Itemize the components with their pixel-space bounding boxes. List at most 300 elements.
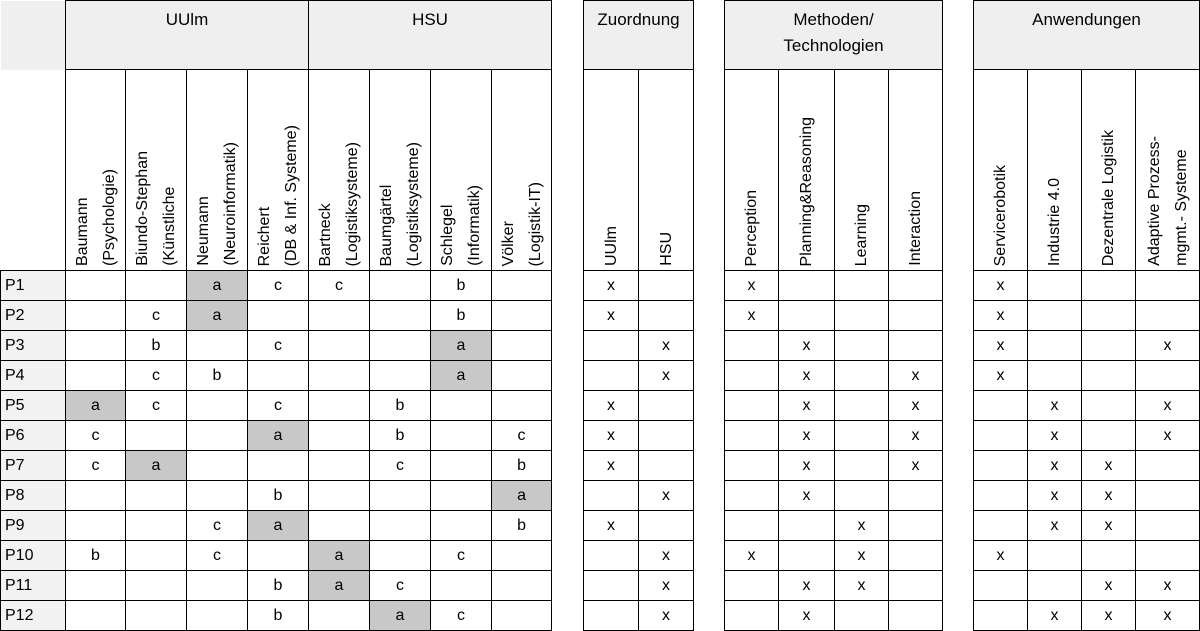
- table-row: [584, 601, 694, 631]
- methoden-cell: [889, 301, 943, 331]
- table-row: [584, 421, 694, 451]
- table-row: [1, 331, 552, 361]
- zuordnung-cell: x: [639, 541, 694, 571]
- persons-cell: c: [370, 451, 431, 481]
- persons-cell: [187, 571, 248, 601]
- persons-cell: [248, 451, 309, 481]
- persons-cell: b: [431, 301, 492, 331]
- anwendungen-cell: x: [974, 541, 1028, 571]
- table-row: [725, 511, 943, 541]
- methoden-cell: [725, 601, 779, 631]
- persons-cell: c: [248, 391, 309, 421]
- zuordnung-cell: [639, 301, 694, 331]
- group-header-methoden: Methoden/ Technologien: [725, 1, 943, 70]
- persons-cell: a: [248, 421, 309, 451]
- methoden-cell: [889, 511, 943, 541]
- methoden-cell: [779, 271, 835, 301]
- methoden-col-label: Perception: [743, 189, 760, 266]
- anwendungen-cell: x: [1082, 481, 1136, 511]
- persons-cell: [309, 391, 370, 421]
- methoden-cell: x: [779, 451, 835, 481]
- anwendungen-cell: x: [1028, 451, 1082, 481]
- row-label: P6: [1, 421, 66, 451]
- table-row: [974, 361, 1200, 391]
- zuordnung-cell: [584, 331, 639, 361]
- anwendungen-cell: [1136, 361, 1200, 391]
- zuordnung-cell: x: [639, 481, 694, 511]
- methoden-cell: [725, 571, 779, 601]
- methoden-cell: x: [889, 361, 943, 391]
- persons-cell: a: [248, 511, 309, 541]
- methoden-cell: x: [779, 421, 835, 451]
- persons-cell: [126, 481, 187, 511]
- persons-cell: [370, 301, 431, 331]
- row-label: P8: [1, 481, 66, 511]
- zuordnung-cell: [584, 481, 639, 511]
- table-row: [725, 301, 943, 331]
- row-label: P11: [1, 571, 66, 601]
- methoden-cell: [835, 481, 889, 511]
- persons-cell: c: [370, 571, 431, 601]
- row-label: P1: [1, 271, 66, 301]
- methoden-cell: [779, 541, 835, 571]
- table-row: [584, 571, 694, 601]
- person-col-label: Biundo-Stephan (Künstliche: [134, 151, 178, 266]
- methoden-cell: [835, 601, 889, 631]
- methoden-cell: x: [889, 391, 943, 421]
- zuordnung-col-header: [584, 70, 639, 271]
- table-row: [725, 421, 943, 451]
- anwendungen-col-label: Adaptive Prozess- mgmt.- Systeme: [1145, 136, 1190, 266]
- zuordnung-cell: x: [639, 601, 694, 631]
- persons-cell: b: [248, 601, 309, 631]
- table-row: [1, 361, 552, 391]
- zuordnung-cell: x: [584, 391, 639, 421]
- persons-cell: [66, 571, 126, 601]
- persons-cell: c: [126, 361, 187, 391]
- zuordnung-cell: x: [584, 301, 639, 331]
- row-label: P5: [1, 391, 66, 421]
- anwendungen-matrix: [973, 0, 1200, 631]
- zuordnung-cell: [639, 421, 694, 451]
- person-col-label: Reichert (DB & Inf. Systeme): [256, 124, 300, 266]
- anwendungen-cell: [1082, 301, 1136, 331]
- methoden-cell: [835, 301, 889, 331]
- persons-cell: [66, 511, 126, 541]
- anwendungen-cell: [974, 451, 1028, 481]
- anwendungen-cell: x: [1136, 571, 1200, 601]
- anwendungen-cell: [974, 391, 1028, 421]
- group-header-hsu: HSU: [309, 1, 552, 70]
- methoden-cell: [889, 271, 943, 301]
- row-label: P7: [1, 451, 66, 481]
- table-row: [1, 271, 552, 301]
- persons-cell: b: [431, 271, 492, 301]
- person-col-header: [66, 70, 126, 271]
- persons-cell: [492, 571, 552, 601]
- zuordnung-cell: x: [639, 571, 694, 601]
- persons-cell: [126, 601, 187, 631]
- methoden-col-label: Interaction: [907, 191, 924, 266]
- person-matrix: [0, 0, 552, 631]
- zuordnung-cell: x: [584, 271, 639, 301]
- anwendungen-cell: [974, 421, 1028, 451]
- zuordnung-matrix: [583, 0, 694, 631]
- persons-cell: [187, 451, 248, 481]
- methoden-cell: x: [779, 361, 835, 391]
- anwendungen-cell: [1136, 541, 1200, 571]
- anwendungen-col-header: [1136, 70, 1200, 271]
- persons-cell: b: [187, 361, 248, 391]
- person-col-label: Neumann (Neuroinformatik): [195, 142, 239, 266]
- anwendungen-cell: x: [974, 271, 1028, 301]
- persons-cell: [370, 331, 431, 361]
- anwendungen-cell: x: [1136, 421, 1200, 451]
- anwendungen-col-label: Dezentrale Logistik: [1100, 129, 1117, 266]
- anwendungen-cell: [1028, 331, 1082, 361]
- persons-cell: [126, 541, 187, 571]
- methoden-cell: x: [725, 541, 779, 571]
- anwendungen-col-header: [1028, 70, 1082, 271]
- persons-cell: [309, 421, 370, 451]
- methoden-cell: [835, 451, 889, 481]
- person-col-label: Bartneck (Logistiksysteme): [317, 141, 361, 266]
- persons-cell: [309, 511, 370, 541]
- persons-cell: [66, 331, 126, 361]
- methoden-cell: [725, 361, 779, 391]
- persons-cell: c: [248, 331, 309, 361]
- zuordnung-cell: x: [584, 511, 639, 541]
- anwendungen-cell: [974, 571, 1028, 601]
- table-row: [725, 541, 943, 571]
- table-row: [974, 511, 1200, 541]
- zuordnung-cell: [584, 601, 639, 631]
- table-row: [974, 541, 1200, 571]
- table-row: [584, 271, 694, 301]
- methoden-cell: [779, 301, 835, 331]
- persons-cell: [492, 271, 552, 301]
- methoden-cell: [725, 451, 779, 481]
- person-col-label: Völker (Logistik-IT): [499, 181, 544, 266]
- anwendungen-cell: x: [1028, 391, 1082, 421]
- methoden-col-header: [835, 70, 889, 271]
- methoden-col-header: [889, 70, 943, 271]
- persons-cell: b: [248, 571, 309, 601]
- methoden-cell: [725, 421, 779, 451]
- persons-cell: a: [126, 451, 187, 481]
- anwendungen-col-header: [974, 70, 1028, 271]
- methoden-cell: x: [779, 571, 835, 601]
- methoden-cell: [835, 421, 889, 451]
- persons-cell: a: [309, 541, 370, 571]
- anwendungen-cell: x: [1136, 391, 1200, 421]
- anwendungen-cell: [1136, 271, 1200, 301]
- anwendungen-cell: x: [1082, 451, 1136, 481]
- anwendungen-cell: [1082, 271, 1136, 301]
- anwendungen-cell: [1028, 571, 1082, 601]
- anwendungen-cell: x: [1082, 601, 1136, 631]
- anwendungen-cell: x: [1136, 601, 1200, 631]
- persons-cell: b: [492, 451, 552, 481]
- zuordnung-cell: x: [639, 331, 694, 361]
- anwendungen-cell: x: [1028, 481, 1082, 511]
- persons-cell: [492, 331, 552, 361]
- methoden-cell: [779, 511, 835, 541]
- methoden-cell: x: [779, 601, 835, 631]
- table-row: [1, 481, 552, 511]
- person-col-header: [309, 70, 370, 271]
- persons-cell: [370, 481, 431, 511]
- persons-cell: a: [431, 331, 492, 361]
- table-row: [974, 451, 1200, 481]
- methoden-matrix: [724, 0, 943, 631]
- methoden-cell: [889, 601, 943, 631]
- anwendungen-cell: [1082, 391, 1136, 421]
- group-header-anwendungen: Anwendungen: [974, 1, 1200, 70]
- methoden-col-label: Planning&Reasoning: [798, 116, 815, 266]
- table-row: [725, 571, 943, 601]
- persons-cell: c: [431, 541, 492, 571]
- anwendungen-cell: [974, 481, 1028, 511]
- methoden-cell: x: [779, 331, 835, 361]
- anwendungen-cell: [1082, 331, 1136, 361]
- table-row: [1, 451, 552, 481]
- persons-cell: [126, 421, 187, 451]
- anwendungen-cell: x: [1028, 421, 1082, 451]
- persons-cell: a: [309, 571, 370, 601]
- methoden-cell: x: [889, 421, 943, 451]
- anwendungen-cell: [1028, 361, 1082, 391]
- persons-cell: b: [248, 481, 309, 511]
- persons-cell: [431, 511, 492, 541]
- persons-cell: [66, 301, 126, 331]
- table-row: [584, 481, 694, 511]
- persons-cell: c: [66, 421, 126, 451]
- persons-cell: b: [126, 331, 187, 361]
- zuordnung-col-label: UUlm: [602, 226, 620, 266]
- persons-cell: [309, 331, 370, 361]
- person-col-header: [431, 70, 492, 271]
- zuordnung-cell: [639, 271, 694, 301]
- methoden-cell: [725, 391, 779, 421]
- persons-cell: [492, 361, 552, 391]
- methoden-cell: [725, 481, 779, 511]
- anwendungen-cell: [1136, 451, 1200, 481]
- zuordnung-cell: [639, 451, 694, 481]
- methoden-col-header: [725, 70, 779, 271]
- persons-cell: c: [66, 451, 126, 481]
- anwendungen-cell: x: [1136, 331, 1200, 361]
- persons-cell: [370, 541, 431, 571]
- methoden-cell: [725, 511, 779, 541]
- zuordnung-cell: [639, 391, 694, 421]
- methoden-cell: x: [725, 271, 779, 301]
- methoden-cell: x: [779, 481, 835, 511]
- methoden-cell: [725, 331, 779, 361]
- table-row: [725, 391, 943, 421]
- table-row: [1, 571, 552, 601]
- methoden-cell: [889, 481, 943, 511]
- row-label: P2: [1, 301, 66, 331]
- persons-cell: [187, 421, 248, 451]
- persons-cell: c: [248, 271, 309, 301]
- persons-cell: c: [187, 511, 248, 541]
- persons-cell: [126, 511, 187, 541]
- anwendungen-cell: [1028, 541, 1082, 571]
- persons-cell: a: [492, 481, 552, 511]
- row-label: P4: [1, 361, 66, 391]
- persons-cell: a: [66, 391, 126, 421]
- persons-cell: [66, 361, 126, 391]
- table-row: [725, 271, 943, 301]
- methoden-cell: x: [779, 391, 835, 421]
- persons-cell: c: [126, 391, 187, 421]
- table-row: [974, 481, 1200, 511]
- persons-cell: [248, 301, 309, 331]
- table-row: [584, 451, 694, 481]
- methoden-cell: [835, 391, 889, 421]
- persons-cell: [431, 571, 492, 601]
- anwendungen-cell: [1082, 421, 1136, 451]
- persons-cell: a: [431, 361, 492, 391]
- persons-cell: c: [187, 541, 248, 571]
- zuordnung-cell: x: [584, 421, 639, 451]
- table-row: [725, 601, 943, 631]
- persons-cell: [248, 361, 309, 391]
- anwendungen-cell: [1136, 301, 1200, 331]
- table-row: [584, 391, 694, 421]
- anwendungen-cell: [1028, 271, 1082, 301]
- persons-cell: [66, 601, 126, 631]
- anwendungen-cell: x: [974, 331, 1028, 361]
- table-row: [974, 571, 1200, 601]
- row-label: P12: [1, 601, 66, 631]
- persons-cell: b: [492, 511, 552, 541]
- persons-cell: [126, 571, 187, 601]
- methoden-cell: x: [835, 541, 889, 571]
- table-row: [1, 541, 552, 571]
- anwendungen-col-label: Industrie 4.0: [1046, 177, 1063, 266]
- persons-cell: [309, 451, 370, 481]
- persons-cell: c: [492, 421, 552, 451]
- person-col-header: [187, 70, 248, 271]
- anwendungen-cell: x: [1082, 511, 1136, 541]
- persons-cell: [370, 361, 431, 391]
- methoden-cell: [889, 571, 943, 601]
- persons-cell: [492, 391, 552, 421]
- anwendungen-col-header: [1082, 70, 1136, 271]
- table-row: [725, 331, 943, 361]
- zuordnung-cell: [584, 571, 639, 601]
- persons-cell: [187, 391, 248, 421]
- anwendungen-cell: [974, 601, 1028, 631]
- anwendungen-cell: x: [1082, 571, 1136, 601]
- table-row: [584, 541, 694, 571]
- persons-cell: [309, 301, 370, 331]
- table-row: [584, 361, 694, 391]
- table-row: [974, 301, 1200, 331]
- methoden-col-label: Learning: [853, 203, 870, 266]
- table-row: [1, 511, 552, 541]
- persons-cell: c: [126, 301, 187, 331]
- methoden-cell: [835, 271, 889, 301]
- table-row: [1, 601, 552, 631]
- row-label: P9: [1, 511, 66, 541]
- persons-cell: [492, 601, 552, 631]
- zuordnung-cell: x: [639, 361, 694, 391]
- persons-cell: [431, 391, 492, 421]
- person-col-header: [126, 70, 187, 271]
- persons-cell: a: [187, 271, 248, 301]
- persons-cell: b: [370, 391, 431, 421]
- anwendungen-cell: [1028, 301, 1082, 331]
- table-row: [584, 511, 694, 541]
- persons-cell: a: [370, 601, 431, 631]
- group-header-zuordnung: Zuordnung: [584, 1, 694, 70]
- methoden-cell: x: [835, 511, 889, 541]
- persons-cell: b: [370, 421, 431, 451]
- table-row: [1, 391, 552, 421]
- group-header-uulm: UUlm: [66, 1, 309, 70]
- zuordnung-cell: [584, 361, 639, 391]
- person-col-header: [492, 70, 552, 271]
- table-row: [974, 601, 1200, 631]
- zuordnung-col-label: HSU: [657, 232, 675, 266]
- zuordnung-cell: [584, 541, 639, 571]
- person-col-label: Baumgärtel (Logistiksysteme): [378, 141, 422, 266]
- persons-cell: b: [66, 541, 126, 571]
- anwendungen-cell: x: [1028, 511, 1082, 541]
- persons-cell: [66, 271, 126, 301]
- person-col-header: [248, 70, 309, 271]
- table-row: [974, 271, 1200, 301]
- persons-cell: [66, 481, 126, 511]
- persons-cell: [370, 511, 431, 541]
- methoden-cell: [889, 331, 943, 361]
- table-row: [725, 481, 943, 511]
- methoden-cell: [889, 541, 943, 571]
- persons-cell: [431, 481, 492, 511]
- anwendungen-cell: [1136, 511, 1200, 541]
- table-row: [974, 391, 1200, 421]
- persons-cell: [309, 601, 370, 631]
- persons-cell: c: [431, 601, 492, 631]
- persons-cell: [187, 481, 248, 511]
- anwendungen-cell: [1082, 361, 1136, 391]
- persons-cell: a: [187, 301, 248, 331]
- persons-cell: [492, 541, 552, 571]
- methoden-cell: x: [725, 301, 779, 331]
- row-label: P3: [1, 331, 66, 361]
- persons-cell: [187, 331, 248, 361]
- table-row: [584, 331, 694, 361]
- methoden-cell: x: [835, 571, 889, 601]
- person-col-label: Schlegel (Informatik): [439, 185, 483, 266]
- table-row: [1, 301, 552, 331]
- persons-cell: c: [309, 271, 370, 301]
- methoden-cell: [835, 361, 889, 391]
- anwendungen-cell: [1136, 481, 1200, 511]
- table-row: [584, 301, 694, 331]
- zuordnung-cell: [639, 511, 694, 541]
- anwendungen-cell: [1082, 541, 1136, 571]
- persons-cell: [309, 481, 370, 511]
- anwendungen-col-label: Servicerobotik: [992, 164, 1009, 266]
- anwendungen-cell: x: [974, 361, 1028, 391]
- table-row: [1, 421, 552, 451]
- anwendungen-cell: x: [1028, 601, 1082, 631]
- persons-cell: [187, 601, 248, 631]
